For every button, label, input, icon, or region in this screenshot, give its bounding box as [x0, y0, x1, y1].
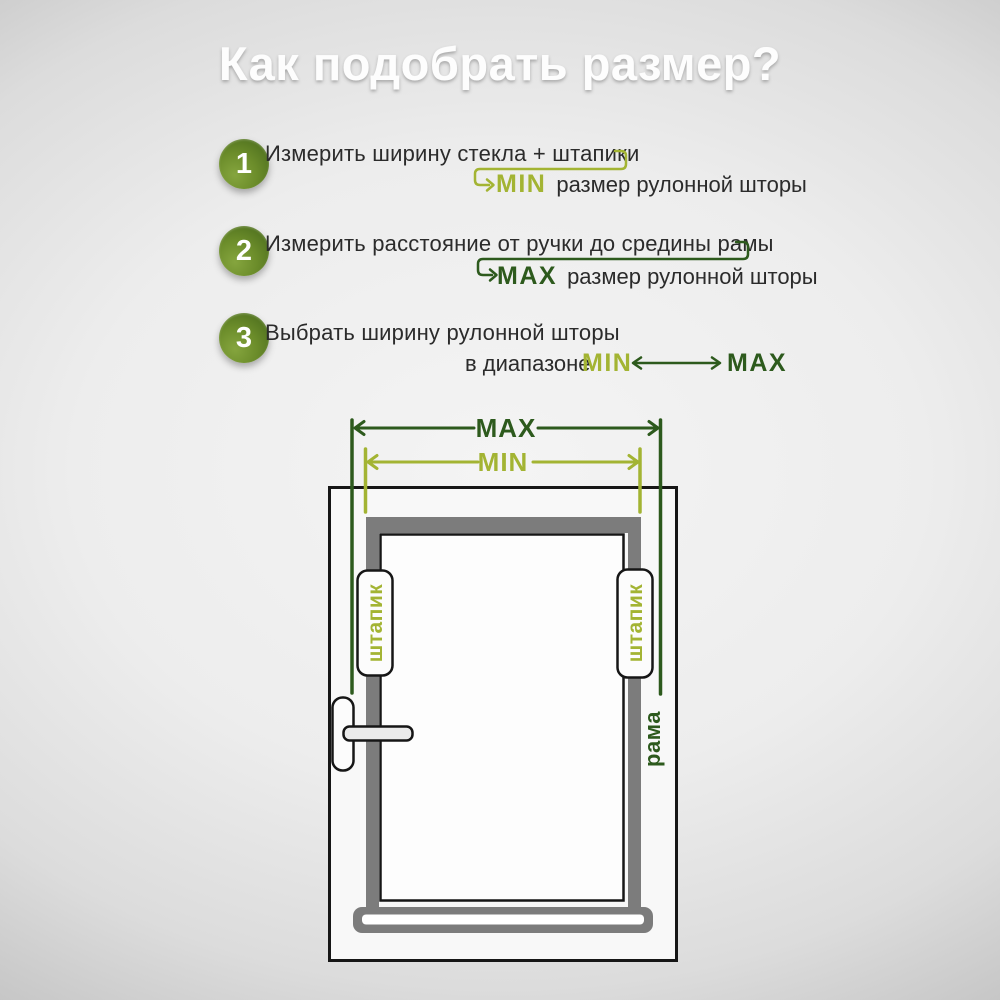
page-title: Как подобрать размер? [218, 37, 782, 90]
step-1-number: 1 [235, 147, 253, 180]
handle-lever [344, 727, 413, 741]
step-2-number: 2 [235, 234, 253, 267]
step-3-min-keyword: MIN [582, 349, 633, 377]
glazing-bead-left-label: штапик [364, 583, 387, 663]
step-1-connector [475, 151, 626, 191]
glazing-bead-right [618, 570, 653, 678]
step-1-result-text: размер рулонной шторы [556, 172, 807, 197]
window-glass [381, 535, 624, 901]
step-3-text: Выбрать ширину рулонной шторы [265, 320, 620, 345]
frame-label: рама [640, 711, 665, 767]
step-3-max-keyword: MAX [727, 349, 788, 377]
step-2-connector [478, 242, 748, 281]
min-dimension-label: MIN [477, 447, 529, 477]
step-1-min-keyword: MIN [496, 170, 547, 198]
max-dimension-label: MAX [475, 413, 537, 443]
step-2-max-keyword: MAX [497, 262, 558, 290]
window-diagram [330, 413, 677, 961]
step-3-range-prefix: в диапазоне [465, 351, 591, 376]
glazing-bead-left [358, 571, 393, 676]
step-2-result-text: размер рулонной шторы [567, 264, 818, 289]
sash-bottom-stripe [362, 915, 644, 925]
step-1-text: Измерить ширину стекла + штапики [265, 141, 640, 166]
step-3-number: 3 [235, 321, 253, 354]
step-2-text: Измерить расстояние от ручки до средины рамы [265, 231, 774, 256]
glazing-bead-right-label: штапик [624, 583, 647, 663]
step-3-range-arrow [633, 358, 720, 369]
